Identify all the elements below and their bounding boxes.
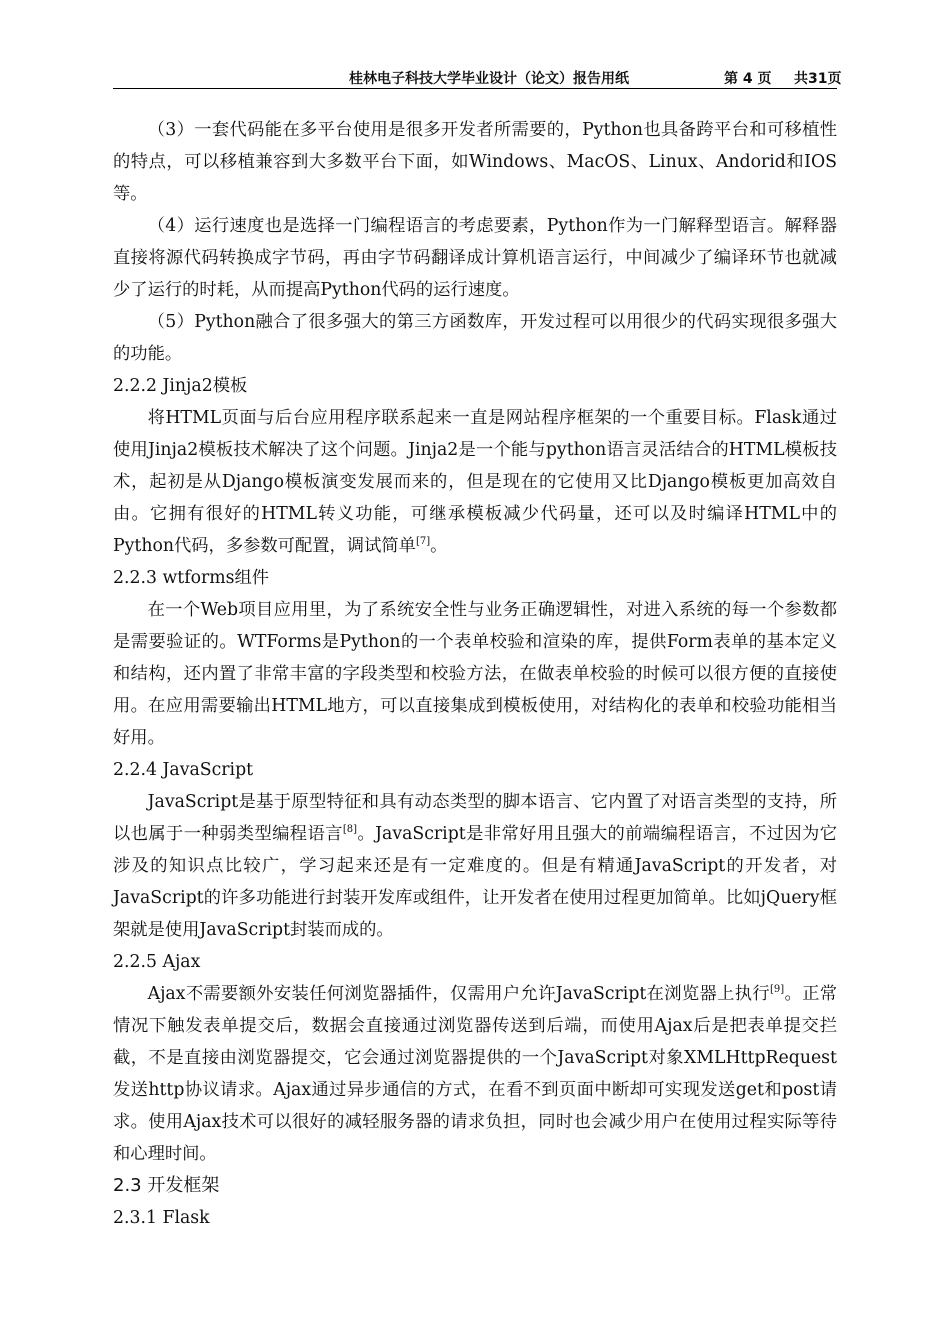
paragraph-5: （5）Python融合了很多强大的第三方函数库，开发过程可以用很少的代码实现很多强大的功能。 (113, 312, 837, 364)
heading-2-3-1: 2.3.1 Flask (113, 1208, 210, 1228)
paragraph-3: （3）一套代码能在多平台使用是很多开发者所需要的，Python也具备跨平台和可移植性的特点，可以移植兼容到大多数平台下面，如Windows、MacOS、Linux、Andorid和IOS等。 (113, 120, 837, 204)
heading-2-3: 2.3 开发框架 (113, 1175, 220, 1196)
heading-2-2-3: 2.2.3 wtforms组件 (113, 568, 270, 588)
heading-2-2-2: 2.2.2 Jinja2模板 (113, 376, 248, 396)
ajax-text-a: Ajax不需要额外安装任何浏览器插件，仅需用户允许JavaScript在浏览器上执行 (147, 984, 770, 1004)
page-number: 第 4 页 (724, 71, 772, 87)
paragraph-javascript (113, 786, 837, 946)
javascript-text-b: 。JavaScript是非常好用且强大的前端编程语言，不过因为它涉及的知识点比较广，学习起来还是有一定难度的。但是有精通JavaScript的开发者，对JavaScript的许多功能进行封装开发库或组件，让开发者在使用过程更加简单。比如jQuery框架就是使用JavaScript封装而成的。 (113, 824, 837, 940)
page-header (113, 62, 842, 89)
jinja2-text: 将HTML页面与后台应用程序联系起来一直是网站程序框架的一个重要目标。Flask通过使用Jinja2模板技术解决了这个问题。Jinja2是一个能与python语言灵活结合的HTML模板技术，起初是从Django模板演变发展而来的，但是现在的它使用又比Django模板更加高效自由。它拥有很好的HTML转义功能，可继承模板减少代码量，还可以及时编译HTML中的Python代码，多参数可配置，调试简单 (113, 408, 837, 556)
ajax-text-b: 。正常情况下触发表单提交后，数据会直接通过浏览器传送到后端，而使用Ajax后是把表单提交拦截，不是直接由浏览器提交，它会通过浏览器提供的一个JavaScript对象XMLHttpRequest发送http协议请求。Ajax通过异步通信的方式，在看不到页面中断却可实现发送get和post请求。使用Ajax技术可以很好的减轻服务器的请求负担，同时也会减少用户在使用过程实际等待和心理时间。 (113, 984, 837, 1164)
paragraph-ajax (113, 978, 837, 1170)
jinja2-end: 。 (430, 536, 448, 556)
paragraph-jinja2 (113, 402, 837, 562)
document-body (113, 114, 837, 1234)
heading-2-2-4: 2.2.4 JavaScript (113, 760, 254, 780)
citation-9: [9] (769, 984, 785, 996)
school-title: 桂林电子科技大学毕业设计（论文）报告用纸 (349, 71, 629, 87)
paragraph-wtforms: 在一个Web项目应用里，为了系统安全性与业务正确逻辑性，对进入系统的每一个参数都是需要验证的。WTForms是Python的一个表单校验和渲染的库，提供Form表单的基本定义和结构，还内置了非常丰富的字段类型和校验方法，在做表单校验的时候可以很方便的直接使用。在应用需要输出HTML地方，可以直接集成到模板使用，对结构化的表单和校验功能相当好用。 (113, 600, 837, 748)
javascript-text-a: JavaScript是基于原型特征和具有动态类型的脚本语言、它内置了对语言类型的支持，所以也属于一种弱类型编程语言 (113, 792, 837, 844)
citation-8: [8] (342, 824, 358, 836)
paragraph-4: （4）运行速度也是选择一门编程语言的考虑要素，Python作为一门解释型语言。解释器直接将源代码转换成字节码，再由字节码翻译成计算机语言运行，中间减少了编译环节也就减少了运行的时耗，从而提高Python代码的运行速度。 (113, 216, 837, 300)
citation-7: [7] (415, 536, 431, 548)
heading-2-2-5: 2.2.5 Ajax (113, 952, 201, 972)
total-pages: 共31页 (794, 71, 842, 87)
